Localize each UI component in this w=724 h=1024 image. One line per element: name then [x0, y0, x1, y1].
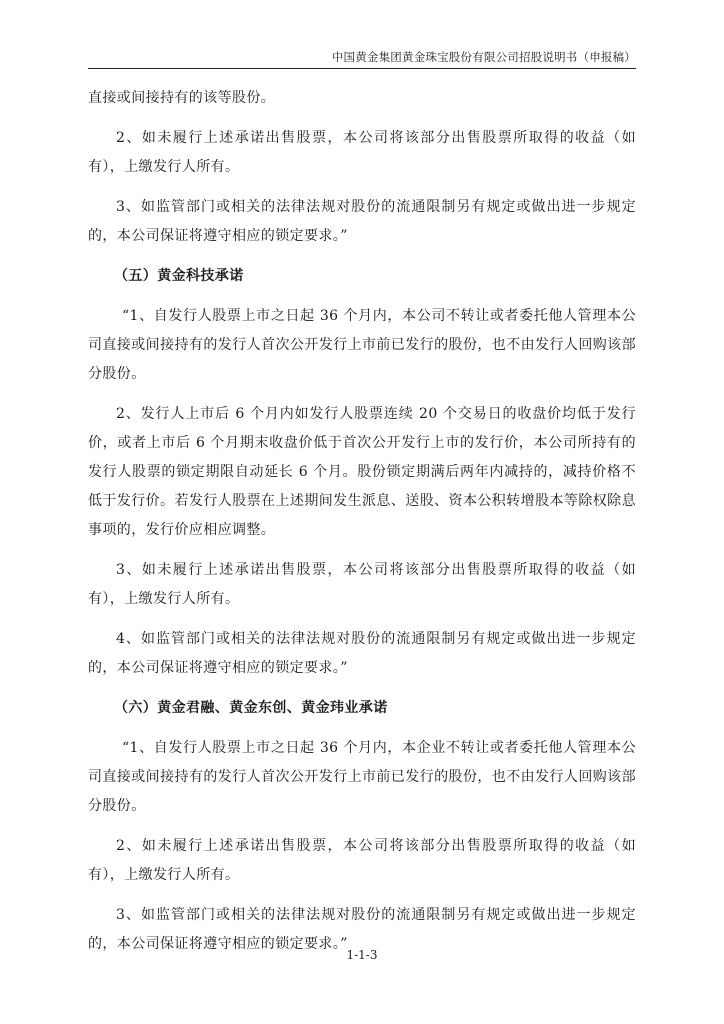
document-body: [88, 84, 636, 970]
paragraph-item-3: 3、如未履行上述承诺出售股票，本公司将该部分出售股票所取得的收益（如有），上缴发行人所有。: [88, 562, 636, 607]
paragraph-continuation: 直接或间接持有的该等股份。: [88, 90, 276, 106]
paragraph-item-3: 3、如监管部门或相关的法律法规对股份的流通限制另有规定或做出进一步规定的，本公司保证将遵守相应的锁定要求。”: [88, 907, 636, 952]
paragraph-item-3: 3、如监管部门或相关的法律法规对股份的流通限制另有规定或做出进一步规定的，本公司保证将遵守相应的锁定要求。”: [88, 199, 636, 244]
section-heading-5: （五）黄金科技承诺: [114, 268, 244, 284]
paragraph-item-2: 2、发行人上市后 6 个月内如发行人股票连续 20 个交易日的收盘价均低于发行价，或者上市后 6 个月期末收盘价低于首次公开发行上市的发行价，本公司所持有的发行人股票的锁定期限自动延长 6 个月。股份锁定期满后两年内减持的，减持价格不低于发行价。若发行人股票在上述期间发生派息、送股、资本公积转增股本等除权除息事项的，发行价应相应调整。: [88, 406, 636, 538]
page-footer: [0, 948, 724, 962]
paragraph-item-1: “1、自发行人股票上市之日起 36 个月内，本企业不转让或者委托他人管理本公司直接或间接持有的发行人首次公开发行上市前已发行的股份，也不由发行人回购该部分股份。: [88, 740, 636, 814]
paragraph-item-2: 2、如未履行上述承诺出售股票，本公司将该部分出售股票所取得的收益（如有），上缴发行人所有。: [88, 838, 636, 883]
page-number: 1-1-3: [346, 948, 378, 962]
document-title: 中国黄金集团黄金珠宝股份有限公司招股说明书（申报稿）: [331, 50, 636, 64]
page-header: [88, 46, 636, 69]
section-heading-6: （六）黄金君融、黄金东创、黄金玮业承诺: [114, 700, 388, 716]
paragraph-item-2: 2、如未履行上述承诺出售股票，本公司将该部分出售股票所取得的收益（如有），上缴发行人所有。: [88, 130, 636, 175]
paragraph-item-4: 4、如监管部门或相关的法律法规对股份的流通限制另有规定或做出进一步规定的，本公司保证将遵守相应的锁定要求。”: [88, 631, 636, 676]
paragraph-item-1: “1、自发行人股票上市之日起 36 个月内，本公司不转让或者委托他人管理本公司直接或间接持有的发行人首次公开发行上市前已发行的股份，也不由发行人回购该部分股份。: [88, 308, 636, 382]
